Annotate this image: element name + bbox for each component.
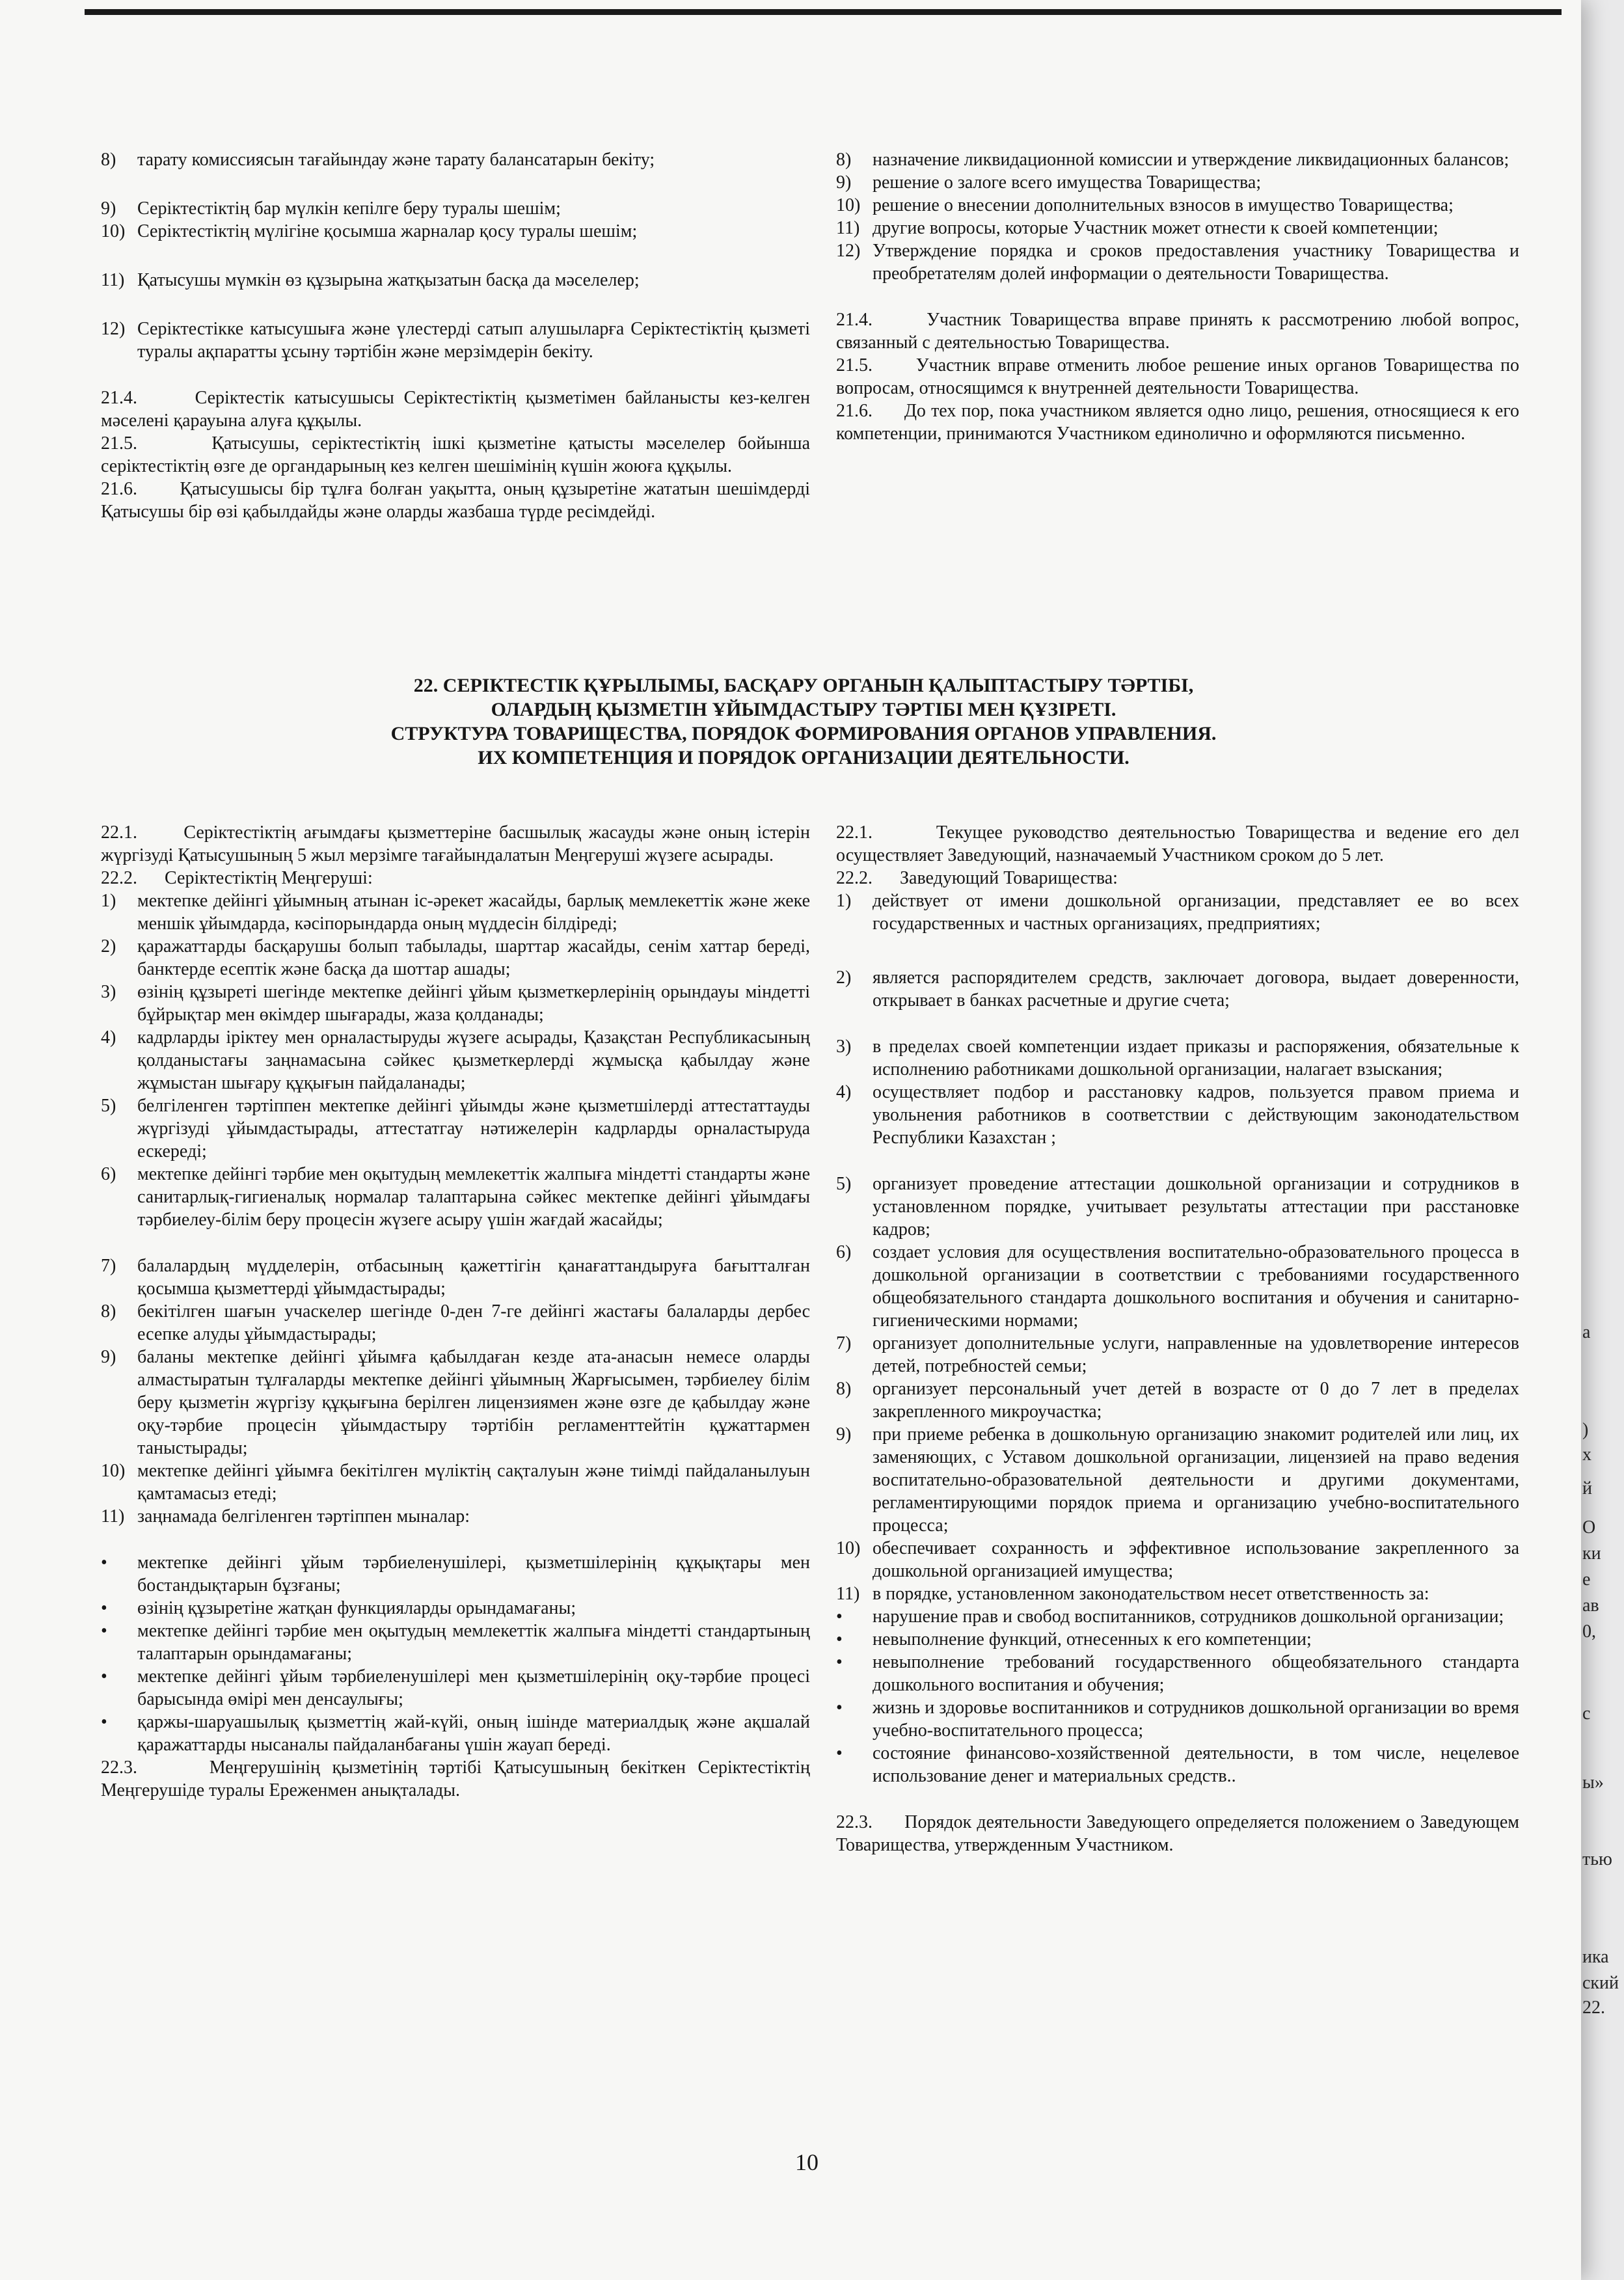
bullet-icon: • xyxy=(101,1712,107,1732)
list-item: 11) заңнамада белгіленген тәртіппен мыналар: xyxy=(101,1506,470,1527)
bullet-item: • нарушение прав и свобод воспитанников, сотрудников дошкольной организации; xyxy=(836,1607,1504,1627)
list-item: 3) өзінің құзыреті шегінде мектепке дейінгі ұйым қызметкерлерінің орындауы міндетті бұйрықтар мен өкімдер шығарады, жаза қолданады; xyxy=(101,982,810,1025)
bullet-item: • состояние финансово-хозяйственной деятельности, в том числе, нецелевое использование денег и материальных средств.. xyxy=(836,1743,1519,1786)
list-item: 9) баланы мектепке дейінгі ұйымға қабылдаған кезде ата-анасын немесе оларды алмастыратын тұлғаларды мектепке дейінгі ұйымның Жарғысымен, тәрбиелеу білім беру қызметін жүргізу құқығына берілген лицензиямен және өзге де қабылдау және оқу-тәрбие процесін ұйымдастыру тәртібін регламенттейтін құжаттармен таныстырады; xyxy=(101,1347,810,1458)
bullet-item: • қаржы-шаруашылық қызметтің жай-күйі, оның ішінде материалдық және ақшалай қаражаттарды нысаналы пайдаланбағаны үшін жауап береді. xyxy=(101,1712,810,1755)
next-page-fragment: ский xyxy=(1582,1973,1619,1993)
bullet-item: • невыполнение требований государственного общеобязательного стандарта дошкольного воспитания и обучения; xyxy=(836,1652,1519,1695)
list-item: 11) в порядке, установленном законодательством несет ответственность за: xyxy=(836,1584,1429,1604)
bullet-item: • мектепке дейінгі ұйым тәрбиеленушілері мен қызметшілерінің оқу-тәрбие процесі барысында өмірі мен денсаулығы; xyxy=(101,1666,810,1709)
paragraph: 21.5. Қатысушы, серіктестіктің ішкі қызметіне қатысты мәселелер бойынша серіктестіктің өзге де органдарының кез келген шешімінің күшін жоюға құқылы. xyxy=(101,433,811,476)
paragraph: 21.6. До тех пор, пока участником является одно лицо, решения, относящиеся к его компетенции, принимаются Участником единолично и оформляются письменно. xyxy=(836,401,1519,444)
next-page-fragment: О xyxy=(1582,1517,1596,1538)
next-page-fragment: ) xyxy=(1582,1420,1589,1440)
bullet-icon: • xyxy=(836,1698,843,1718)
page-top-border xyxy=(85,9,1562,15)
paragraph: 22.3. Порядок деятельности Заведующего определяется положением о Заведующем Товарищества, утвержденным Участником. xyxy=(836,1812,1520,1855)
bullet-icon: • xyxy=(101,1598,107,1618)
paragraph: 21.5. Участник вправе отменить любое решение иных органов Товарищества по вопросам, относящимся к внутренней деятельности Товарищества. xyxy=(836,355,1520,398)
bullet-icon: • xyxy=(836,1607,843,1627)
list-item: 11) другие вопросы, которые Участник может отнести к своей компетенции; xyxy=(836,218,1439,238)
list-item: 12) Утверждение порядка и сроков предоставления участнику Товарищества и преобретателям долей информации о деятельности Товарищества. xyxy=(836,241,1519,284)
list-item: 9) при приеме ребенка в дошкольную организацию знакомит родителей или лиц, их заменяющих, с Уставом дошкольной организации, лицензией на право ведения воспитательно-образовательной деятельности и другими документами, регламентирующими порядок приема и организацию учебно-воспитательного процесса; xyxy=(836,1424,1519,1536)
bullet-item: • жизнь и здоровье воспитанников и сотрудников дошкольной организации во время учебно-воспитательного процесса; xyxy=(836,1698,1519,1741)
next-page-fragment: й xyxy=(1582,1478,1592,1499)
bullet-icon: • xyxy=(101,1621,107,1641)
paragraph: 22.2. Заведующий Товарищества: xyxy=(836,868,1118,888)
list-item: 4) осуществляет подбор и расстановку кадров, пользуется правом приема и увольнения работников в соответствии с действующим законодательством Республики Казахстан ; xyxy=(836,1082,1519,1148)
next-page-fragment: с xyxy=(1582,1703,1591,1724)
list-item: 8) организует персональный учет детей в возрасте от 0 до 7 лет в пределах закрепленного микроучастка; xyxy=(836,1379,1519,1422)
paragraph: 22.3. Меңгерушінің қызметінің тәртібі Қатысушының бекіткен Серіктестіктің Меңгерушіде туралы Ереженмен анықталады. xyxy=(101,1758,810,1800)
list-item: 1) действует от имени дошкольной организации, представляет ее во всех государственных и частных организациях, предприятиях; xyxy=(836,891,1519,934)
list-item: 6) создает условия для осуществления воспитательно-образовательного процесса в дошкольной организации в соответствии с требованиями государственного общеобязательного стандарта дошкольного воспитания и обучения и санитарно-гигиеническими нормами; xyxy=(836,1242,1519,1331)
list-item: 7) организует дополнительные услуги, направленные на удовлетворение интересов детей, потребностей семьи; xyxy=(836,1333,1519,1376)
next-page-fragment: ы» xyxy=(1582,1772,1604,1793)
next-page-fragment: тью xyxy=(1582,1849,1612,1869)
next-page-fragment: 22. xyxy=(1582,1998,1605,2018)
next-page-fragment: 0, xyxy=(1582,1622,1596,1642)
bullet-icon: • xyxy=(836,1629,843,1649)
bottom-left-column xyxy=(101,821,810,1802)
list-item: 10) обеспечивает сохранность и эффективное использование закрепленного за дошкольной организацией имущества; xyxy=(836,1538,1519,1581)
next-page-fragment: е xyxy=(1582,1569,1591,1590)
bullet-item: • өзінің құзыретіне жатқан функцияларды орындамағаны; xyxy=(101,1598,576,1618)
list-item: 4) кадрларды іріктеу мен орналастыруды жүзеге асырады, Қазақстан Республикасының қолданыстағы заңнамасына сәйкес қызметкерлерді жұмысқа қабылдау және жұмыстан шығару құқығын пайдаланады; xyxy=(101,1027,810,1093)
section-heading: 22. СЕРІКТЕСТІК ҚҰРЫЛЫМЫ, БАСҚАРУ ОРГАНЫН ҚАЛЫПТАСТЫРУ ТӘРТІБІ, ОЛАРДЫҢ ҚЫЗМЕТІН ҰЙЫМДАСТЫРУ ТӘРТІБІ МЕН ҚҰЗІРЕТІ. СТРУКТУРА ТОВАРИЩЕСТВА, ПОРЯДОК ФОРМИРОВАНИЯ ОРГАНОВ УПРАВЛЕНИЯ. ИХ КОМПЕТЕНЦИЯ И ПОРЯДОК ОРГАНИЗАЦИИ ДЕЯТЕЛЬНОСТИ. xyxy=(390,675,1217,768)
next-page-fragment: ика xyxy=(1582,1947,1609,1967)
bullet-item: • мектепке дейінгі ұйым тәрбиеленушілері, қызметшілерінің құқықтары мен бостандықтарын бұзғаны; xyxy=(101,1553,810,1595)
list-item: 5) белгіленген тәртіппен мектепке дейінгі ұйымды және қызметшілерді аттестаттауды жүргізуді ұйымдастырады, аттестатгау нәтижелерін кадрларды орналастыруда ескереді; xyxy=(101,1096,810,1161)
page-number: 10 xyxy=(795,2149,819,2175)
bullet-item: • невыполнение функций, отнесенных к его компетенции; xyxy=(836,1629,1312,1649)
list-item: 9) решение о залоге всего имущества Товарищества; xyxy=(836,172,1262,193)
next-page-fragment: ав xyxy=(1582,1595,1599,1616)
paragraph: 22.2. Серіктестіктің Меңгеруші: xyxy=(101,868,373,888)
list-item: 8) назначение ликвидационной комиссии и утверждение ликвидационных балансов; xyxy=(836,150,1509,170)
paragraph: 21.4. Серіктестік катысушысы Серіктестіктің қызметімен байланысты кез-келген мәселені қарауына алуға құқылы. xyxy=(101,388,810,431)
list-item: 10) решение о внесении дополнительных взносов в имущество Товарищества; xyxy=(836,195,1454,215)
next-page-fragment: а xyxy=(1582,1322,1591,1342)
paragraph: 21.4. Участник Товарищества вправе принять к рассмотрению любой вопрос, связанный с деятельностью Товарищества. xyxy=(836,310,1520,353)
list-item: 8) бекітілген шағын учаскелер шегінде 0-ден 7-ге дейінгі жастағы балаларды дербес есепке алуды ұйымдастырады; xyxy=(101,1301,810,1344)
list-item: 10) Серіктестіктің мүлігіне қосымша жарналар қосу туралы шешім; xyxy=(101,221,638,241)
paragraph: 22.1. Текущее руководство деятельностью Товарищества и ведение его дел осуществляет Заведующий, назначаемый Участником сроком до 5 лет. xyxy=(836,822,1519,865)
paragraph: 21.6. Қатысушысы бір тұлға болған уақытта, оның құзыретіне жататын шешімдерді Қатысушы бір өзі қабылдайды және оларды жазбаша түрде ресімдейді. xyxy=(101,479,811,522)
paragraph: 22.1. Серіктестіктің ағымдағы қызметтеріне басшылық жасауды және оның істерін жүргізуді Қатысушының 5 жыл мерзімге тағайындалатын Меңгеруші жүзеге асырады. xyxy=(101,822,811,865)
list-item: 7) балалардың мүдделерін, отбасының қажеттігін қанағаттандыруға бағытталған қосымша қызметтерді ұйымдастырады; xyxy=(101,1256,810,1299)
list-item: 8) тарату комиссиясын тағайындау және тарату балансатарын бекіту; xyxy=(101,150,655,170)
bullet-icon: • xyxy=(836,1743,843,1763)
bottom-right-column xyxy=(836,821,1519,1856)
bullet-icon: • xyxy=(101,1553,107,1573)
next-page-fragment: ки xyxy=(1582,1543,1601,1564)
list-item: 2) является распорядителем средств, заключает договора, выдает доверенности, открывает в банках расчетные и другие счета; xyxy=(836,968,1519,1011)
list-item: 1) мектепке дейінгі ұйымның атынан іс-әрекет жасайды, барлық мемлекеттік және жеке меншік ұйымдарда, кәсіпорындарда оның мүддесін білдіреді; xyxy=(101,891,810,934)
list-item: 3) в пределах своей компетенции издает приказы и распоряжения, обязательные к исполнению работниками дошкольной организации, налагает взыскания; xyxy=(836,1037,1519,1079)
top-left-column xyxy=(101,148,810,523)
list-item: 10) мектепке дейінгі ұйымға бекітілген мүліктің сақталуын және тиімді пайдаланылуын қамтамасыз етеді; xyxy=(101,1461,810,1504)
top-right-column xyxy=(836,148,1519,445)
bullet-icon: • xyxy=(101,1666,107,1687)
list-item: 11) Қатысушы мүмкін өз құзырына жатқызатын басқа да мәселелер; xyxy=(101,270,640,290)
next-page-fragment: х xyxy=(1582,1445,1591,1465)
list-item: 2) қаражаттарды басқарушы болып табылады, шарттар жасайды, сенім хаттар береді, банктерде есептік және басқа да шоттар ашады; xyxy=(101,936,810,979)
list-item: 5) организует проведение аттестации дошкольной организации и сотрудников в установленном порядке, учитывает результаты аттестации при расстановке кадров; xyxy=(836,1174,1519,1240)
list-item: 12) Серіктестікке катысушыға және үлестерді сатып алушыларға Серіктестіктің қызметі туралы ақпаратты ұсыну тәртібін және мерзімдерін бекіту. xyxy=(101,319,810,362)
list-item: 6) мектепке дейінгі тәрбие мен оқытудың мемлекеттік жалпыға міндетті стандарты және санитарлық-гигиеналық нормалар талаптарына сәйкес мектепке дейінгі ұйымдағы тәрбиелеу-білім беру процесін жүзеге асыру үшін жағдай жасайды; xyxy=(101,1164,810,1230)
list-item: 9) Серіктестіктің бар мүлкін кепілге беру туралы шешім; xyxy=(101,198,561,219)
bullet-item: • мектепке дейінгі тәрбие мен оқытудың мемлекеттік жалпыға міндетті стандартының талаптарын орындамағаны; xyxy=(101,1621,810,1664)
bullet-icon: • xyxy=(836,1652,843,1672)
